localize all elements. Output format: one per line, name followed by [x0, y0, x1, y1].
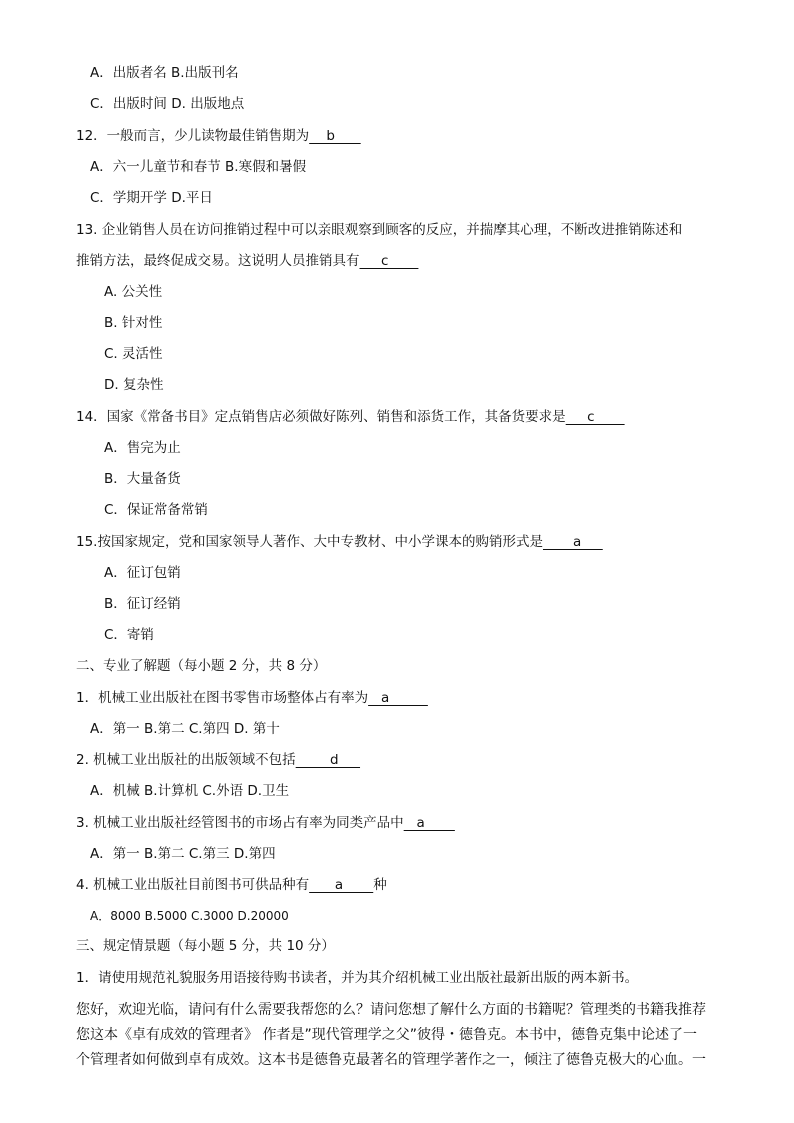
- question-text: 14．国家《常备书目》定点销售店必须做好陈列、销售和添货工作，其备货要求是: [76, 409, 566, 425]
- section-heading-2: [76, 656, 326, 676]
- question-13-continued: [76, 251, 418, 271]
- answer-blank: a: [309, 877, 374, 893]
- answer-blank: a: [403, 815, 455, 831]
- line-text: C．寄销: [104, 627, 154, 643]
- line-text: A．征订包销: [104, 565, 181, 581]
- question-text: 3. 机械工业出版社经管图书的市场占有率为同类产品中: [76, 815, 404, 831]
- line-text: C．保证常备常销: [104, 502, 208, 518]
- answer-blank: a: [542, 534, 603, 550]
- option-a: [104, 563, 181, 583]
- question-15: [76, 532, 603, 552]
- line-text: C．学期开学 D.平日: [90, 190, 213, 206]
- option-b: [104, 469, 181, 489]
- paragraph-line: 您这本《卓有成效的管理者》 作者是”现代管理学之父”彼得・德鲁克。本书中，德鲁克集中论述了一: [76, 1027, 697, 1043]
- line-text: A．8000 B.5000 C.3000 D.20000: [90, 909, 289, 923]
- question-text-suffix: 种: [373, 877, 387, 893]
- question-text: 2. 机械工业出版社的出版领域不包括: [76, 752, 296, 768]
- line-text: B．征订经销: [104, 596, 181, 612]
- question-text: 15.按国家规定，党和国家领导人著作、大中专教材、中小学课本的购销形式是: [76, 534, 543, 550]
- question-14: [76, 407, 625, 427]
- options-line: [90, 719, 280, 739]
- question-text: 1．机械工业出版社在图书零售市场整体占有率为: [76, 690, 369, 706]
- options-line: [90, 844, 276, 864]
- question-2-1: [76, 688, 428, 708]
- answer-blank: b: [309, 128, 361, 144]
- option-c: [104, 625, 154, 645]
- option-line-a-b: [90, 63, 239, 83]
- options-line: [90, 906, 289, 926]
- option-line-c-d: [90, 188, 213, 208]
- section-title: 二、专业了解题（每小题 2 分，共 8 分）: [76, 658, 327, 674]
- line-text: C．出版时间 D. 出版地点: [90, 96, 245, 112]
- line-text: A. 公关性: [104, 284, 163, 300]
- line-text: A．机械 B.计算机 C.外语 D.卫生: [90, 783, 290, 799]
- question-text: 4. 机械工业出版社目前图书可供品种有: [76, 877, 310, 893]
- answer-paragraph: [76, 998, 716, 1073]
- question-2-4: [76, 875, 387, 895]
- answer-blank: c: [565, 409, 625, 425]
- question-13: [76, 220, 682, 240]
- question-text: 推销方法，最终促成交易。这说明人员推销具有: [76, 253, 360, 269]
- line-text: B．大量备货: [104, 471, 181, 487]
- paragraph-line: 个管理者如何做到卓有成效。这本书是德鲁克最著名的管理学著作之一，倾注了德鲁克极大的心血。一: [76, 1052, 706, 1068]
- option-b: [104, 594, 181, 614]
- option-a: [104, 438, 181, 458]
- line-text: A．第一 B.第二 C.第四 D. 第十: [90, 721, 280, 737]
- section-title: 三、规定情景题（每小题 5 分，共 10 分）: [76, 938, 335, 954]
- line-text: C. 灵活性: [104, 346, 163, 362]
- answer-blank: d: [295, 752, 361, 768]
- option-b: [104, 313, 162, 333]
- option-line-c-d: [90, 94, 244, 114]
- line-text: D. 复杂性: [104, 377, 164, 393]
- question-12: [76, 126, 361, 146]
- answer-blank: a: [368, 690, 428, 706]
- option-c: [104, 344, 163, 364]
- question-2-3: [76, 813, 455, 833]
- line-text: A．六一儿童节和春节 B.寒假和暑假: [90, 159, 307, 175]
- question-text: 12．一般而言，少儿读物最佳销售期为: [76, 128, 310, 144]
- line-text: A．售完为止: [104, 440, 181, 456]
- option-line-a-b: [90, 157, 306, 177]
- option-d: [104, 375, 163, 395]
- paragraph-line: 您好，欢迎光临，请问有什么需要我帮您的么？请问您想了解什么方面的书籍呢？管理类的书籍我推荐: [76, 1002, 706, 1018]
- question-3-1: [76, 968, 638, 988]
- answer-blank: c: [359, 253, 419, 269]
- question-text: 1．请使用规范礼貌服务用语接待购书读者，并为其介绍机械工业出版社最新出版的两本新书。: [76, 970, 639, 986]
- options-line: [90, 781, 289, 801]
- line-text: B. 针对性: [104, 315, 163, 331]
- question-text: 13. 企业销售人员在访问推销过程中可以亲眼观察到顾客的反应，并揣摩其心理，不断改进推销陈述和: [76, 222, 683, 238]
- question-2-2: [76, 750, 360, 770]
- line-text: A．出版者名 B.出版刊名: [90, 65, 239, 81]
- option-a: [104, 282, 162, 302]
- section-heading-3: [76, 936, 335, 956]
- line-text: A．第一 B.第二 C.第三 D.第四: [90, 846, 276, 862]
- option-c: [104, 500, 208, 520]
